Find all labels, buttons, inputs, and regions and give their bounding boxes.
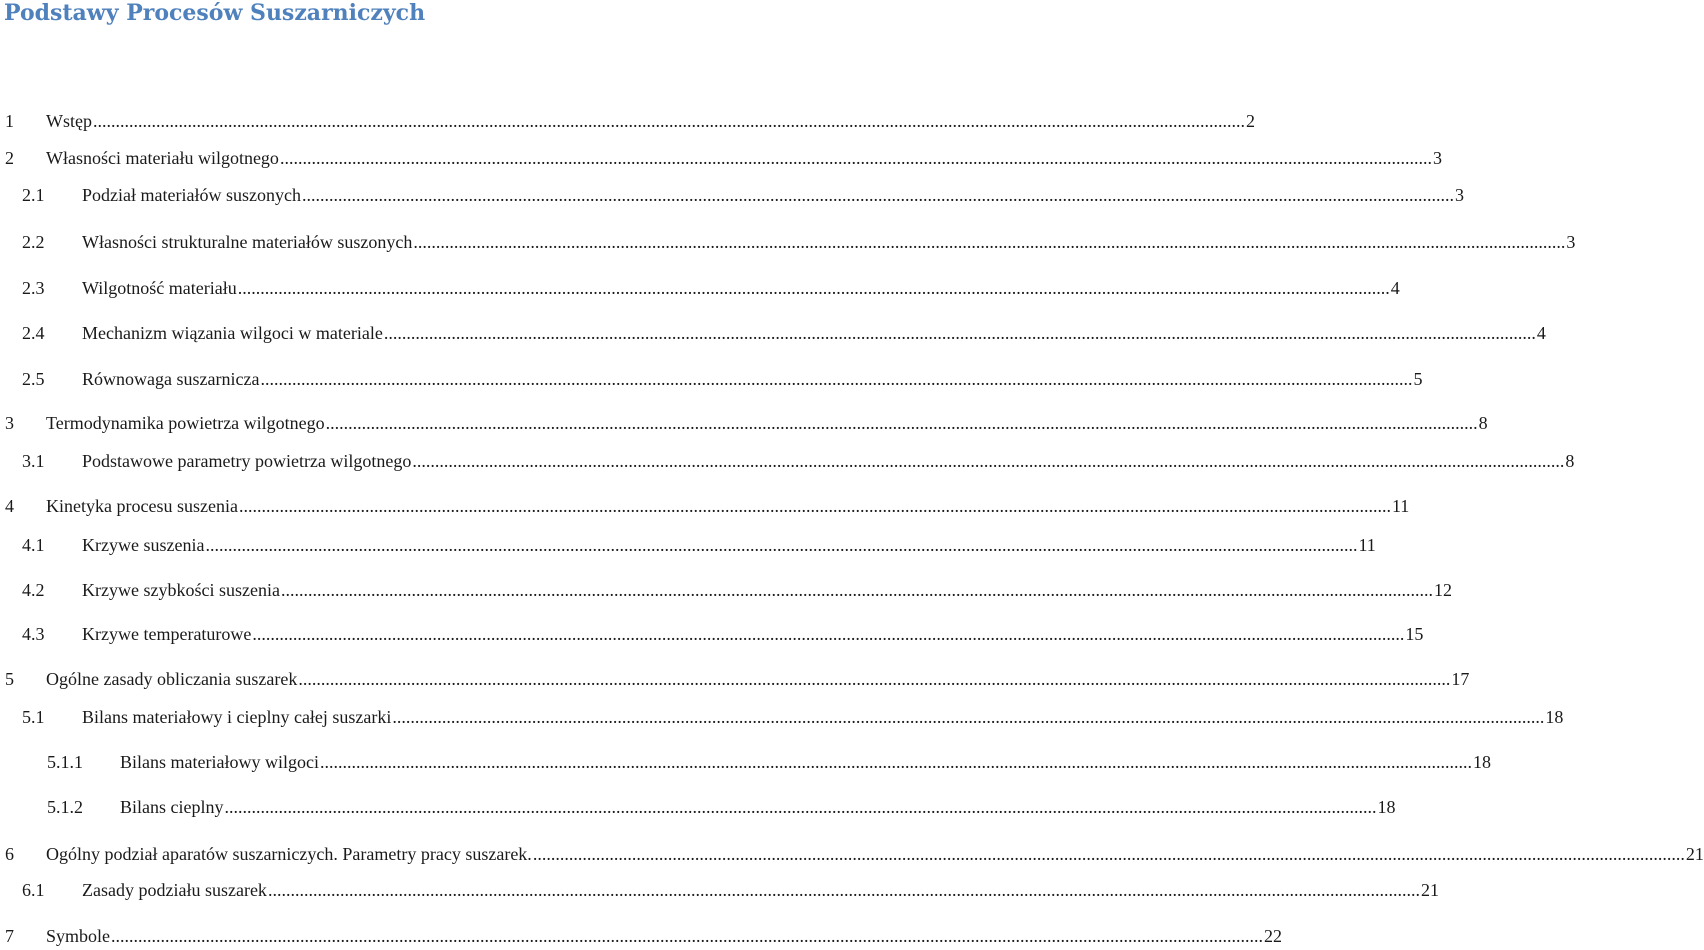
toc-entry-title[interactable]: Bilans materiałowy i cieplny całej suszarki	[82, 707, 392, 727]
toc-dot-leader	[93, 110, 1245, 132]
toc-dot-leader	[302, 184, 1454, 206]
toc-entry[interactable]	[22, 621, 1424, 645]
toc-entry-number: 1	[5, 111, 14, 131]
toc-dot-leader	[298, 668, 1450, 690]
toc-entry[interactable]	[22, 532, 1376, 556]
toc-entry-number: 4.3	[22, 624, 45, 644]
toc-entry-number: 4.1	[22, 535, 45, 555]
toc-entry-number: 6.1	[22, 880, 45, 900]
toc-entry[interactable]	[5, 108, 1255, 132]
toc-entry-title[interactable]: Wstęp	[46, 111, 92, 131]
toc-entry-page[interactable]: 15	[1405, 624, 1424, 644]
toc-dot-leader	[260, 368, 1412, 390]
toc-dot-leader	[392, 706, 1544, 728]
toc-entry-title[interactable]: Zasady podziału suszarek	[82, 880, 267, 900]
toc-entry[interactable]	[22, 877, 1439, 901]
toc-entry-page[interactable]: 18	[1377, 797, 1396, 817]
toc-entry[interactable]	[5, 666, 1470, 690]
toc-entry-page[interactable]: 3	[1454, 185, 1464, 205]
toc-dot-leader	[281, 579, 1433, 601]
toc-entry[interactable]	[5, 493, 1410, 517]
toc-dot-leader	[412, 450, 1564, 472]
toc-entry-number: 2.2	[22, 232, 45, 252]
toc-entry-title[interactable]: Własności strukturalne materiałów suszonych	[82, 232, 413, 252]
toc-entry-title[interactable]: Podział materiałów suszonych	[82, 185, 301, 205]
toc-entry[interactable]	[47, 794, 1396, 818]
toc-entry-page[interactable]: 18	[1472, 752, 1491, 772]
toc-dot-leader	[111, 925, 1263, 947]
toc-entry-title[interactable]: Ogólne zasady obliczania suszarek	[46, 669, 298, 689]
toc-entry-number: 2.5	[22, 369, 45, 389]
toc-entry-number: 3	[5, 413, 14, 433]
toc-entry-page[interactable]: 12	[1433, 580, 1452, 600]
toc-dot-leader	[268, 879, 1420, 901]
toc-entry[interactable]	[22, 229, 1576, 253]
toc-entry-page[interactable]: 11	[1391, 496, 1410, 516]
toc-dot-leader	[413, 231, 1565, 253]
toc-entry-number: 2	[5, 148, 14, 168]
toc-entry-title[interactable]: Krzywe szybkości suszenia	[82, 580, 280, 600]
toc-entry[interactable]	[22, 320, 1546, 344]
toc-entry[interactable]	[5, 923, 1283, 947]
toc-entry-number: 4.2	[22, 580, 45, 600]
toc-entry-title[interactable]: Termodynamika powietrza wilgotnego	[46, 413, 325, 433]
toc-dot-leader	[252, 623, 1404, 645]
toc-entry-number: 7	[5, 926, 14, 946]
toc-entry-title[interactable]: Bilans cieplny	[120, 797, 224, 817]
toc-entry[interactable]	[22, 366, 1423, 390]
toc-dot-leader	[239, 495, 1391, 517]
toc-entry-page[interactable]: 4	[1390, 278, 1400, 298]
toc-entry-page[interactable]: 8	[1565, 451, 1575, 471]
toc-entry-page[interactable]: 21	[1420, 880, 1439, 900]
toc-entry-title[interactable]: Krzywe suszenia	[82, 535, 205, 555]
toc-entry-title[interactable]: Kinetyka procesu suszenia	[46, 496, 238, 516]
toc-entry-number: 5.1.2	[47, 797, 83, 817]
toc-dot-leader	[384, 322, 1536, 344]
toc-entry-title[interactable]: Równowaga suszarnicza	[82, 369, 260, 389]
toc-entry-title[interactable]: Symbole	[46, 926, 111, 946]
document-title: Podstawy Procesów Suszarniczych	[4, 0, 426, 26]
toc-entry-title[interactable]: Bilans materiałowy wilgoci	[120, 752, 319, 772]
toc-entry-page[interactable]: 2	[1245, 111, 1255, 131]
toc-dot-leader	[205, 534, 1357, 556]
toc-entry[interactable]	[22, 182, 1464, 206]
toc-entry-page[interactable]: 18	[1545, 707, 1564, 727]
toc-dot-leader	[326, 412, 1478, 434]
toc-entry[interactable]	[22, 448, 1575, 472]
toc-entry-page[interactable]: 5	[1413, 369, 1423, 389]
toc-dot-leader	[533, 843, 1685, 865]
toc-dot-leader	[320, 751, 1472, 773]
toc-entry-title[interactable]: Podstawowe parametry powietrza wilgotnego	[82, 451, 412, 471]
toc-entry[interactable]	[22, 577, 1452, 601]
toc-entry-number: 6	[5, 844, 14, 864]
toc-entry-number: 3.1	[22, 451, 45, 471]
toc-dot-leader	[224, 796, 1376, 818]
toc-entry-page[interactable]: 3	[1432, 148, 1442, 168]
toc-entry-page[interactable]: 3	[1566, 232, 1576, 252]
toc-entry[interactable]	[5, 410, 1488, 434]
toc-entry-number: 4	[5, 496, 14, 516]
toc-entry-number: 5.1.1	[47, 752, 83, 772]
toc-dot-leader	[238, 277, 1390, 299]
toc-entry-title[interactable]: Mechanizm wiązania wilgoci w materiale	[82, 323, 383, 343]
toc-entry-page[interactable]: 4	[1536, 323, 1546, 343]
toc-entry[interactable]	[5, 145, 1442, 169]
toc-entry-number: 5	[5, 669, 14, 689]
toc-entry[interactable]	[5, 841, 1704, 865]
toc-entry-number: 2.4	[22, 323, 45, 343]
toc-entry-title[interactable]: Wilgotność materiału	[82, 278, 237, 298]
toc-entry-page[interactable]: 11	[1358, 535, 1376, 555]
toc-entry-page[interactable]: 22	[1264, 926, 1283, 946]
toc-entry-number: 5.1	[22, 707, 45, 727]
toc-dot-leader	[280, 147, 1432, 169]
toc-entry-number: 2.3	[22, 278, 45, 298]
toc-entry-title[interactable]: Krzywe temperaturowe	[82, 624, 252, 644]
toc-entry-title[interactable]: Własności materiału wilgotnego	[46, 148, 279, 168]
toc-entry[interactable]	[22, 704, 1564, 728]
toc-entry-page[interactable]: 17	[1451, 669, 1470, 689]
toc-entry-number: 2.1	[22, 185, 45, 205]
toc-entry-page[interactable]: 21	[1685, 844, 1704, 864]
toc-entry[interactable]	[47, 749, 1491, 773]
toc-entry-title[interactable]: Ogólny podział aparatów suszarniczych. Parametry pracy suszarek.	[46, 844, 532, 864]
toc-entry-page[interactable]: 8	[1478, 413, 1488, 433]
toc-entry[interactable]	[22, 275, 1400, 299]
